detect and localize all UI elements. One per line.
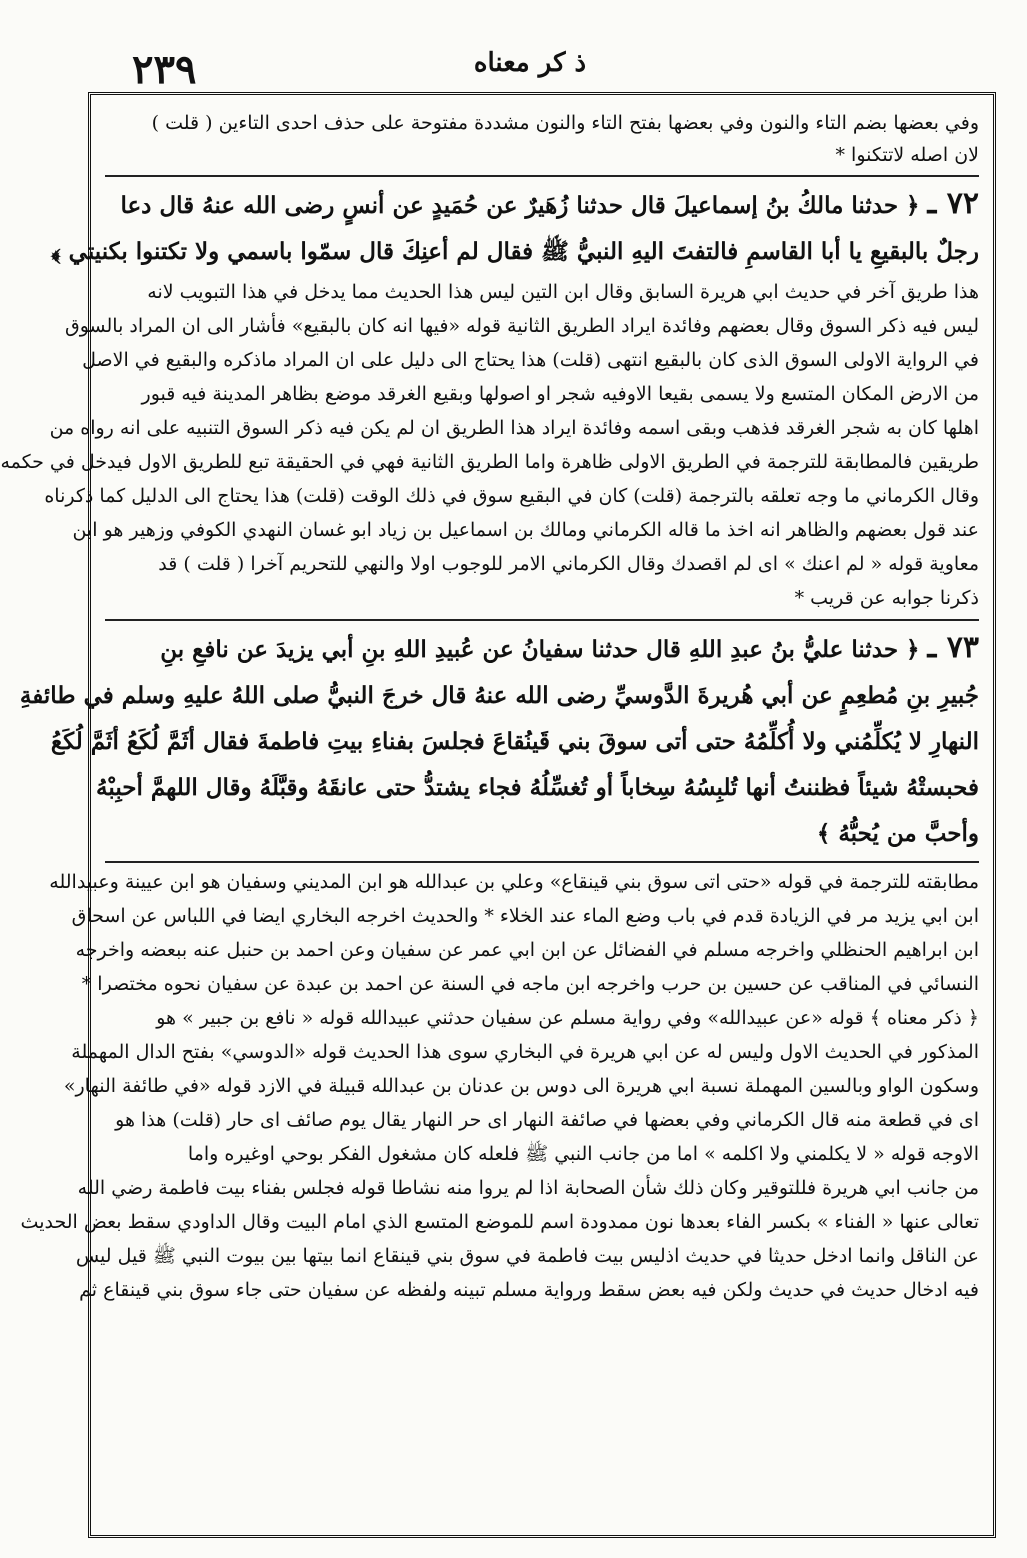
text-line: ﴿ ذكر معناه ﴾ قوله «عن عبيدالله» وفي رواية مسلم عن سفيان حدثني عبيدالله قوله « نافع بن جبير » هو [156,1007,979,1029]
hadith-number: ٧٢ ـ [927,186,979,221]
text-line: من الارض المكان المتسع ولا يسمى بقيعا الاوفيه شجر او اصولها وبقيع الغرقد موضع بظاهر المدينة فيه قبور [141,383,979,405]
text-line: النسائي في المناقب عن حسين بن حرب واخرجه ابن ماجه في السنة عن احمد بن عبدة عن سفيان نحوه مختصرا * [81,973,979,995]
text-line: طريقين فالمطابقة للترجمة في الطريق الاولى ظاهرة واما الطريق الثانية فهي في الحقيقة تبع للطريق الاول فيدخل في حكمه [0,451,979,473]
text-line: معاوية قوله « لم اعنك » اى لم اقصدك وقال الكرماني الامر للوجوب اولا والنهي للتحريم آخرا ( قلت ) قد [158,553,979,575]
text-line: وفي بعضها بضم التاء والنون وفي بعضها بفتح التاء والنون مشددة مفتوحة على حذف احدى التاءين ( قلت ) [151,112,979,134]
running-head: ذ كر معناه [473,48,587,78]
hadith-72 [51,181,979,275]
text-line: اى في قطعة منه قال الكرماني وفي بعضها في صائفة النهار اى حر النهار يقال يوم صائف اى حار (قلت) هذا هو [115,1109,979,1131]
hadith-73 [19,625,979,857]
hadith-line: النهارِ لا يُكلِّمُني ولا أُكلِّمُهُ حتى أتى سوقَ بني قَينُقاعَ فجلسَ بفناءِ بيتِ فاطمةَ فقال أثَمَّ لُكَعُ أثَمَّ لُكَعُ [50,728,979,755]
divider [105,619,979,621]
text-line: ذكرنا جوابه عن قريب * [794,587,979,609]
text-line: وقال الكرماني ما وجه تعلقه بالترجمة (قلت) كان في البقيع سوق في ذلك الوقت (قلت) هذا يحتاج الى الدليل كما ذكرناه [44,485,979,507]
hadith-text: ﴿ حدثنا عليُّ بنُ عبدِ اللهِ قال حدثنا سفيانُ عن عُبيدِ اللهِ بنِ أبي يزيدَ عن نافعِ بنِ [160,636,920,663]
text-line: المذكور في الحديث الاول وليس له عن ابي هريرة في البخاري سوى هذا الحديث قوله «الدوسي» بفتح الدال المهملة [71,1041,979,1063]
hadith-line: جُبيرِ بنِ مُطعِمٍ عن أبي هُريرةَ الدَّوسيِّ رضى الله عنهُ قال خرجَ النبيُّ صلى اللهُ عليهِ وسلم في طائفةِ [19,682,979,709]
hadith-line: وأحبَّ من يُحبُّهُ ﴾ [816,820,979,847]
commentary-73 [20,865,979,1307]
text-line: هذا طريق آخر في حديث ابي هريرة السابق وقال ابن التين ليس هذا الحديث مما يدخل في هذا التبويب لانه [147,281,979,303]
text-line: ليس فيه ذكر السوق وقال بعضهم وفائدة ايراد الطريق الثانية قوله «فيها انه كان بالبقيع» فأشار الى ان المراد بالسوق [65,315,979,337]
text-line: ابن ابراهيم الحنظلي واخرجه مسلم في الفضائل عن ابن ابي عمر عن سفيان وعن احمد بن حنبل عنه ببعضه واخرجه [75,939,979,961]
intro-paragraph [105,107,979,171]
hadith-line [105,181,979,229]
hadith-line: فحبستْهُ شيئاً فظننتُ أنها تُلبِسُهُ سِخاباً أو تُغسِّلُهُ فجاء يشتدُّ حتى عانقَهُ وقبَّلَهُ وقال اللهمَّ أحبِبْهُ [96,774,979,801]
text-frame [0,92,996,1538]
text-line: من جانب ابي هريرة فللتوقير وكان ذلك شأن الصحابة اذا لم يروا منه نشاطا قوله فجلس بفناء بيت فاطمة رضي الله [77,1177,979,1199]
hadith-text: ﴿ حدثنا مالكُ بنُ إسماعيلَ قال حدثنا زُهَيرٌ عن حُمَيدٍ عن أنسٍ رضى الله عنهُ قال دعا [120,192,920,219]
divider [105,861,979,863]
text-line: اهلها كان به شجر الغرقد فذهب وبقى اسمه وفائدة ايراد هذا الطريق ان لم يكن فيه ذكر السوق التنبيه على انه رواه من [49,417,979,439]
text-line: وسكون الواو وبالسين المهملة نسبة ابي هريرة الى دوس بن عدنان بن عبدالله قبيلة في الازد قوله «في طائفة النهار» [63,1075,979,1097]
hadith-line: رجلٌ بالبقيعِ يا أبا القاسمِ فالتفتَ اليهِ النبيُّ ﷺ فقال لم أعنِكَ قال سمّوا باسمي ولا تكتنوا بكنيتي ﴾ [51,238,979,265]
hadith-line [105,625,979,673]
text-line: تعالى عنها « الفناء » بكسر الفاء بعدها نون ممدودة اسم للموضع المتسع الذي امام البيت وقال الداودي سقط بعض الحديث [20,1211,979,1233]
text-line: فيه ادخال حديث في حديث ولكن فيه بعض سقط ورواية مسلم تبينه ولفظه عن سفيان حتى جاء سوق بني قينقاع ثم [79,1279,979,1301]
hadith-number: ٧٣ ـ [927,630,979,665]
text-line: مطابقته للترجمة في قوله «حتى اتى سوق بني قينقاع» وعلي بن عبدالله هو ابن المديني وسفيان هو ابن عيينة وعبيدالله [49,871,979,893]
page-number: ٢٣٩ [132,46,197,93]
text-line: لان اصله لاتتكنوا * [835,144,979,166]
text-line: عن الناقل وانما ادخل حديثا في حديث اذليس بيت فاطمة في سوق بني قينقاع انما بيتها بين بيوت النبي ﷺ قيل ليس [75,1245,979,1267]
text-line: ابن ابي يزيد مر في الزيادة قدم في باب وضع الماء عند الخلاء * والحديث اخرجه البخاري ايضا في اللباس عن اسحاق [71,905,979,927]
text-line: في الرواية الاولى السوق الذى كان بالبقيع انتهى (قلت) هذا يحتاج الى دليل على ان المراد ماذكره والبقيع في الاصل [82,349,979,371]
page-header [70,22,990,93]
divider [105,175,979,177]
text-line: الاوجه قوله « لا يكلمني ولا اكلمه » اما من جانب النبي ﷺ فلعله كان مشغول الفكر بوحي اوغيره واما [187,1143,979,1165]
commentary-72 [0,275,979,615]
text-line: عند قول بعضهم والظاهر انه اخذ ما قاله الكرماني ومالك بن اسماعيل بن زياد ابو غسان النهدي الكوفي وزهير هو ابن [72,519,979,541]
